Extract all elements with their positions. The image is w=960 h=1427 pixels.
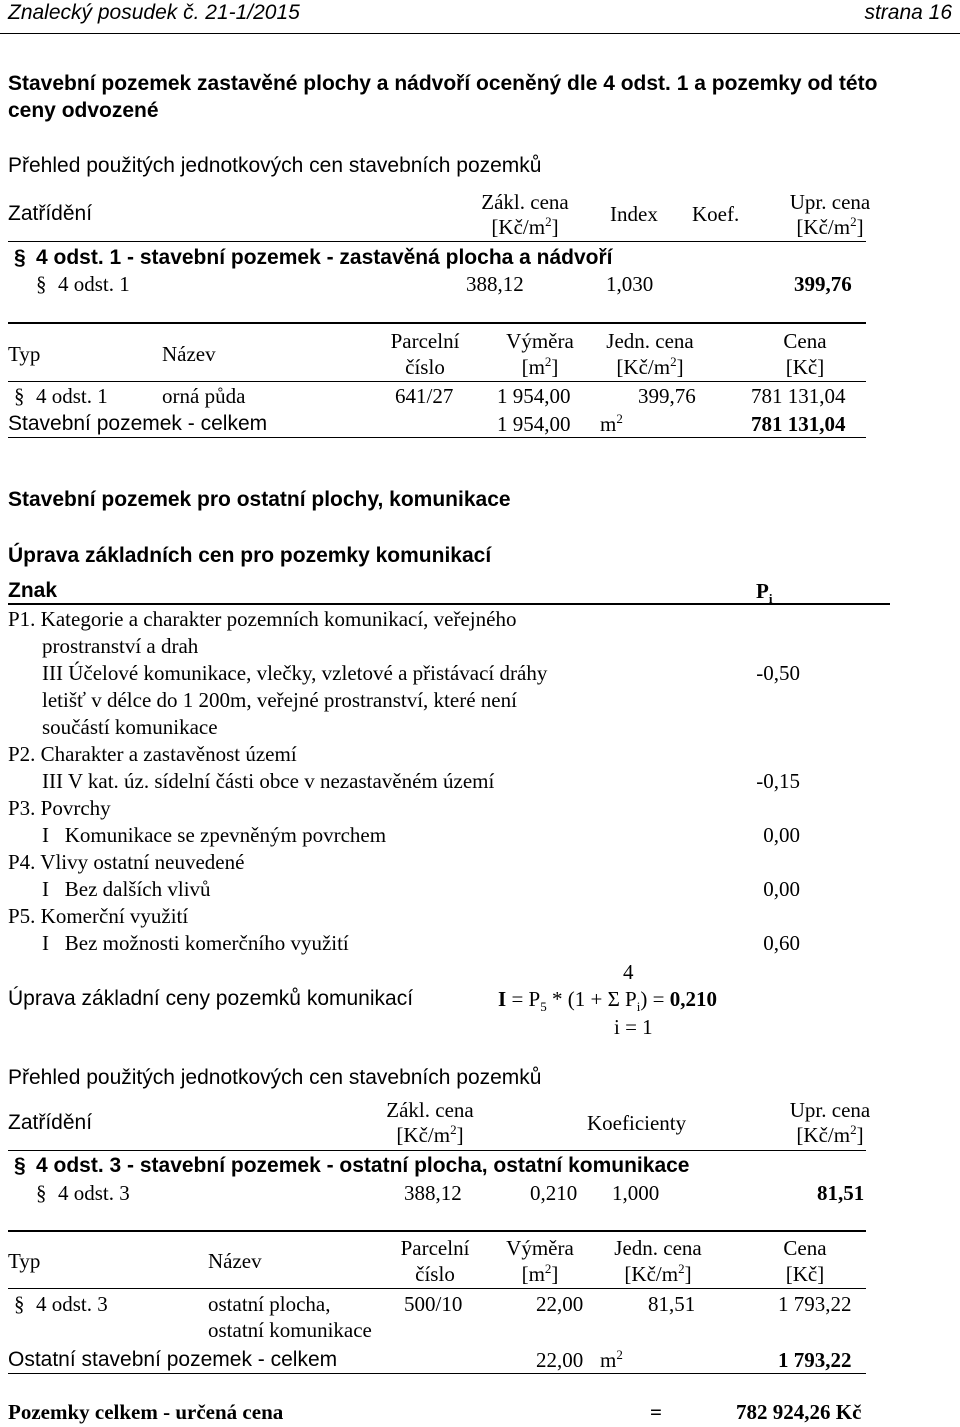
s1-col-upr-unit: $[Kč/m^2]$: [796, 214, 864, 239]
s3-row-k1: 0,210: [530, 1181, 578, 1205]
section1-title-line1: Stavební pozemek zastavěné plochy a nádvoří oceněný dle 4 odst. 1 a pozemky od této: [8, 72, 878, 95]
s1-col-zakl-unit: $[Kč/m^2]$: [491, 214, 559, 239]
section1-overview: Přehled použitých jednotkových cen stavebních pozemků: [8, 154, 542, 177]
header-divider: [0, 33, 960, 34]
p5-label: P5. Komerční využití: [8, 904, 189, 928]
p1-line3: součástí komunikace: [42, 715, 218, 739]
final-total-value: 782 924,26 Kč: [736, 1400, 862, 1424]
t2-col-vymera-unit: $[m^2]$: [521, 1261, 559, 1286]
s1-col-zatrideni: Zatřídění: [8, 202, 93, 225]
s1-row-name: § 4 odst. 1: [36, 272, 130, 296]
t2-col-parcelni: Parcelní: [400, 1236, 470, 1260]
t1-col-nazev: Název: [162, 342, 216, 366]
p2-value: -0,15: [756, 769, 800, 793]
t2-col-vymera: Výměra: [506, 1236, 574, 1260]
t2-col-kc: [Kč]: [785, 1262, 825, 1286]
t2-total-cena: 1 793,22: [778, 1348, 852, 1372]
t1-total-vymera: 1 954,00: [497, 412, 571, 436]
t1-bottom-rule: [8, 437, 866, 438]
t2-row-cena: 1 793,22: [778, 1292, 852, 1316]
p3-label: P3. Povrchy: [8, 796, 111, 820]
t1-top-rule: [8, 322, 866, 324]
t2-col-jedn-unit: $[Kč/m^2]$: [624, 1261, 692, 1286]
t2-col-jedn: Jedn. cena: [614, 1236, 702, 1260]
page-number: strana 16: [864, 1, 952, 24]
s3-col-koeficienty: Koeficienty: [587, 1111, 687, 1135]
s1-group: § 4 odst. 1 - stavební pozemek - zastavěná plocha a nádvoří: [14, 246, 613, 269]
doc-title-header: Znalecký posudek č. 21-1/2015: [8, 1, 300, 24]
t2-col-cislo: číslo: [415, 1262, 455, 1286]
s3-row-name: § 4 odst. 3: [36, 1181, 130, 1205]
s1-row-index: 1,030: [606, 272, 654, 296]
t1-col-parcelni: Parcelní: [390, 329, 460, 353]
t2-top-rule: [8, 1230, 866, 1232]
s3-col-upr-unit: $[Kč/m^2]$: [796, 1122, 864, 1147]
t1-row-nazev: orná půda: [162, 384, 246, 408]
t2-header-rule: [8, 1288, 866, 1289]
t1-col-jedn-unit: $[Kč/m^2]$: [616, 354, 684, 379]
p1-value: -0,50: [756, 661, 800, 685]
t1-header-rule: [8, 381, 866, 382]
t1-row-vymera: 1 954,00: [497, 384, 571, 408]
formula-sum-top: 4: [623, 960, 634, 984]
t2-total-unit: $m^2$: [600, 1347, 623, 1372]
formula-label: Úprava základní ceny pozemků komunikací: [8, 987, 414, 1010]
p4-value: 0,00: [763, 877, 800, 901]
t1-row-typ: § 4 odst. 1: [14, 384, 108, 408]
t1-col-kc: [Kč]: [785, 355, 825, 379]
s3-header-rule: [8, 1150, 866, 1151]
s1-col-koef: Koef.: [692, 202, 740, 226]
t1-col-cislo: číslo: [405, 355, 445, 379]
t1-total-label: Stavební pozemek - celkem: [8, 412, 268, 435]
t1-total-unit: $m^2$: [600, 411, 623, 436]
s3-col-zakl-unit: $[Kč/m^2]$: [396, 1122, 464, 1147]
p4-line: I Bez dalších vlivů: [42, 877, 211, 901]
section1-title-line2: ceny odvozené: [8, 99, 159, 122]
formula-sum-bottom: i = 1: [614, 1015, 653, 1039]
s3-col-zatrideni: Zatřídění: [8, 1111, 93, 1134]
section3-overview: Přehled použitých jednotkových cen stavebních pozemků: [8, 1066, 542, 1089]
p1-label: P1. Kategorie a charakter pozemních komunikací, veřejného: [8, 607, 517, 631]
t1-col-jedn: Jedn. cena: [606, 329, 694, 353]
p1-line2: letišť v délce do 1 200m, veřejné prostranství, které není: [42, 688, 517, 712]
s3-col-zakl: Zákl. cena: [386, 1098, 474, 1122]
t2-row-jedn: 81,51: [648, 1292, 696, 1316]
t1-col-vymera: Výměra: [506, 329, 574, 353]
s1-header-rule: [8, 241, 866, 242]
p5-line: I Bez možnosti komerčního využití: [42, 931, 349, 955]
s3-row-k2: 1,000: [612, 1181, 660, 1205]
t2-row-vymera: 22,00: [536, 1292, 584, 1316]
t2-row-nazev-line1: ostatní plocha,: [208, 1292, 331, 1316]
p1-line1: III Účelové komunikace, vlečky, vzletové a přistávací dráhy: [42, 661, 548, 685]
t2-bottom-rule: [8, 1373, 866, 1374]
t2-col-cena: Cena: [783, 1236, 827, 1260]
t1-col-typ: Typ: [8, 342, 41, 366]
t2-total-vymera: 22,00: [536, 1348, 584, 1372]
t1-row-cena: 781 131,04: [751, 384, 846, 408]
p2-label: P2. Charakter a zastavěnost území: [8, 742, 297, 766]
t1-row-jedn: 399,76: [638, 384, 696, 408]
znak-rule: [8, 603, 890, 605]
t2-total-label: Ostatní stavební pozemek - celkem: [8, 1348, 338, 1371]
t1-total-cena: 781 131,04: [751, 412, 846, 436]
uprava-title: Úprava základních cen pro pozemky komunikací: [8, 544, 492, 567]
s1-col-zakl: Zákl. cena: [481, 190, 569, 214]
s1-col-upr: Upr. cena: [789, 190, 871, 214]
t2-col-nazev: Název: [208, 1249, 262, 1273]
p3-line: I Komunikace se zpevněným povrchem: [42, 823, 387, 847]
s3-row-upr: 81,51: [817, 1181, 865, 1205]
final-total-eq: =: [650, 1400, 662, 1424]
p4-label: P4. Vlivy ostatní neuvedené: [8, 850, 245, 874]
t1-row-parcelni: 641/27: [395, 384, 454, 408]
s1-row-zakl: 388,12: [466, 272, 524, 296]
t1-col-vymera-unit: $[m^2]$: [521, 354, 559, 379]
znak-header: Znak: [8, 579, 58, 602]
t2-row-parcelni: 500/10: [404, 1292, 463, 1316]
p1-label2: prostranství a drah: [42, 634, 199, 658]
s3-col-upr: Upr. cena: [789, 1098, 871, 1122]
section2-title: Stavební pozemek pro ostatní plochy, komunikace: [8, 488, 511, 511]
t2-col-typ: Typ: [8, 1249, 41, 1273]
final-total-label: Pozemky celkem - určená cena: [8, 1400, 284, 1424]
p2-line: III V kat. úz. sídelní části obce v nezastavěném území: [42, 769, 495, 793]
s3-group: § 4 odst. 3 - stavební pozemek - ostatní plocha, ostatní komunikace: [14, 1154, 690, 1177]
pi-header: $P_i$: [756, 579, 773, 607]
formula-expression: $I = P_5 * (1 + \Sigma$ $P_i) = 0,210$: [498, 987, 717, 1015]
t2-row-nazev-line2: ostatní komunikace: [208, 1318, 372, 1342]
t2-row-typ: § 4 odst. 3: [14, 1292, 108, 1316]
p3-value: 0,00: [763, 823, 800, 847]
t1-col-cena: Cena: [783, 329, 827, 353]
s3-row-zakl: 388,12: [404, 1181, 462, 1205]
s1-col-index: Index: [610, 202, 658, 226]
s1-row-upr: 399,76: [794, 272, 852, 296]
p5-value: 0,60: [763, 931, 800, 955]
